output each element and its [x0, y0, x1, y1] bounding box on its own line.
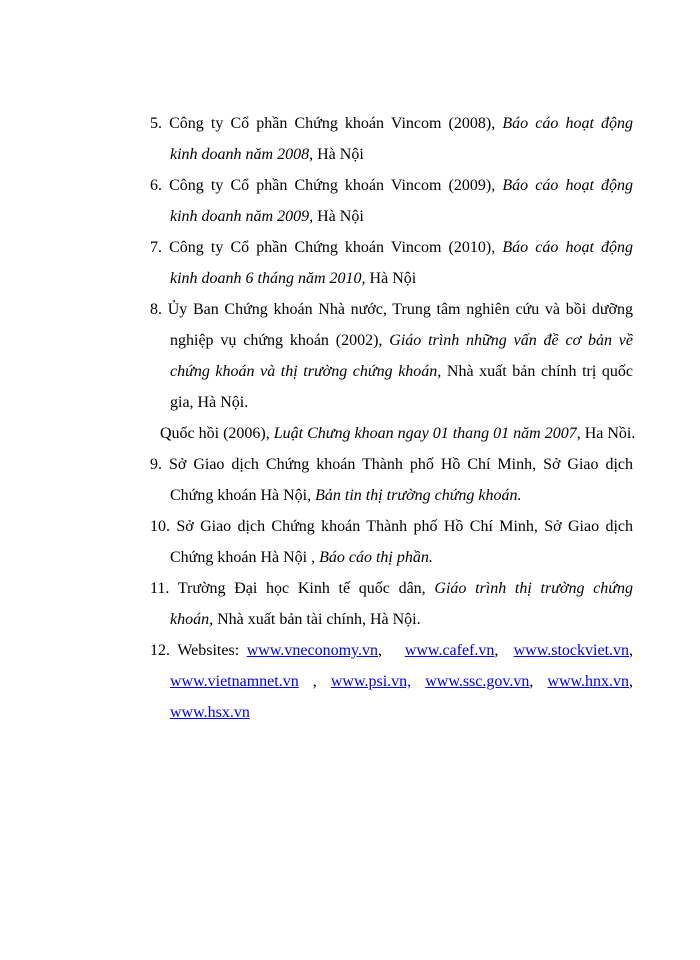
reference-publisher: Nhà xuất bản tài chính, Hà Nội. [217, 611, 421, 628]
reference-item-5 [150, 108, 633, 170]
reference-item-10 [150, 511, 633, 573]
reference-authors: Sở Giao dịch Chứng khoán Thành phố Hồ Chí Minh, Sở Giao dịch [168, 456, 634, 473]
reference-item-11 [150, 573, 633, 635]
reference-authors-cont: Chứng khoán Hà Nội, [170, 487, 312, 504]
reference-authors: Sở Giao dịch Chứng khoán Thành phố Hồ Chí Minh, Sở Giao dịch [176, 518, 634, 535]
reference-number: 5. [150, 115, 162, 132]
reference-title-cont: kinh doanh 6 tháng năm 2010, [170, 270, 366, 287]
reference-title-cont: chứng khoán và thị trường chứng khoán, [170, 363, 442, 380]
reference-number: 11. [150, 580, 170, 597]
reference-number: 10. [150, 518, 170, 535]
link-psi[interactable]: www.psi.vn, [330, 673, 412, 690]
link-hsx[interactable]: www.hsx.vn [170, 704, 250, 721]
reference-number: 9. [150, 456, 162, 473]
reference-place: Hà Nội [317, 146, 364, 163]
reference-authors: Trường Đại học Kinh tế quốc dân, [177, 580, 426, 597]
reference-authors: Công ty Cổ phần Chứng khoán Vincom (2008), [169, 115, 496, 132]
link-hnx[interactable]: www.hnx.vn [547, 673, 630, 690]
reference-title: Giáo trình thị trường chứng [434, 580, 634, 597]
link-vneconomy[interactable]: www.vneconomy.vn [246, 642, 378, 659]
link-ssc[interactable]: www.ssc.gov.vn [425, 673, 530, 690]
reference-publisher: Nhà xuất bản chính trị quốc [446, 363, 634, 380]
reference-item-6 [150, 170, 633, 232]
reference-title: Bản tin thị trường chứng khoán. [315, 487, 522, 504]
link-cafef[interactable]: www.cafef.vn [404, 642, 495, 659]
reference-title-cont: kinh doanh năm 2008, [170, 146, 314, 163]
reference-item-law [160, 418, 635, 449]
reference-authors: Quốc hồi (2006), [160, 425, 270, 442]
reference-publisher-cont: gia, Hà Nội. [170, 394, 249, 411]
reference-place: Hà Nội [369, 270, 417, 287]
link-vietnamnet[interactable]: www.vietnamnet.vn [170, 673, 299, 690]
reference-place: Ha Nồi. [584, 425, 636, 442]
reference-title-cont: kinh doanh năm 2009, [170, 208, 314, 225]
reference-place: Hà Nội [317, 208, 364, 225]
reference-number: 6. [150, 177, 162, 194]
reference-title: Báo cáo hoạt động [502, 239, 634, 256]
reference-title: Báo cáo hoạt động [502, 177, 634, 194]
reference-authors-cont: Chứng khoán Hà Nội , [170, 549, 316, 566]
reference-title: Giáo trình những vấn đề cơ bản về [389, 332, 634, 349]
reference-number: 8. [150, 301, 162, 318]
reference-title: Luật Chưng khoan ngay 01 thang 01 năm 2007, [273, 425, 581, 442]
reference-authors-cont: nghiệp vụ chứng khoán (2002), [170, 332, 383, 349]
reference-item-7 [150, 232, 633, 294]
reference-item-9 [150, 449, 633, 511]
reference-authors: Công ty Cổ phần Chứng khoán Vincom (2009), [169, 177, 496, 194]
reference-title: Báo cáo thị phần. [319, 549, 433, 566]
reference-number: 7. [150, 239, 162, 256]
reference-authors: Công ty Cổ phần Chứng khoán Vincom (2010), [169, 239, 496, 256]
link-stockviet[interactable]: www.stockviet.vn [513, 642, 630, 659]
reference-authors: Ủy Ban Chứng khoán Nhà nước, Trung tâm nghiên cứu và bồi dưỡng [167, 301, 634, 318]
reference-title: Báo cáo hoạt động [502, 115, 634, 132]
reference-item-8 [150, 294, 633, 418]
websites-label: Websites: [177, 642, 240, 659]
reference-item-12: 12. Websites: www.vneconomy.vn, www.cafef.vn, www.stockviet.vn, www.vietnamnet.vn , www.psi.vn, www.ssc.gov.vn, www.hnx.vn, www.hsx.vn [150, 642, 634, 721]
reference-title-cont: khoán, [170, 611, 214, 628]
reference-number: 12. [150, 642, 170, 659]
